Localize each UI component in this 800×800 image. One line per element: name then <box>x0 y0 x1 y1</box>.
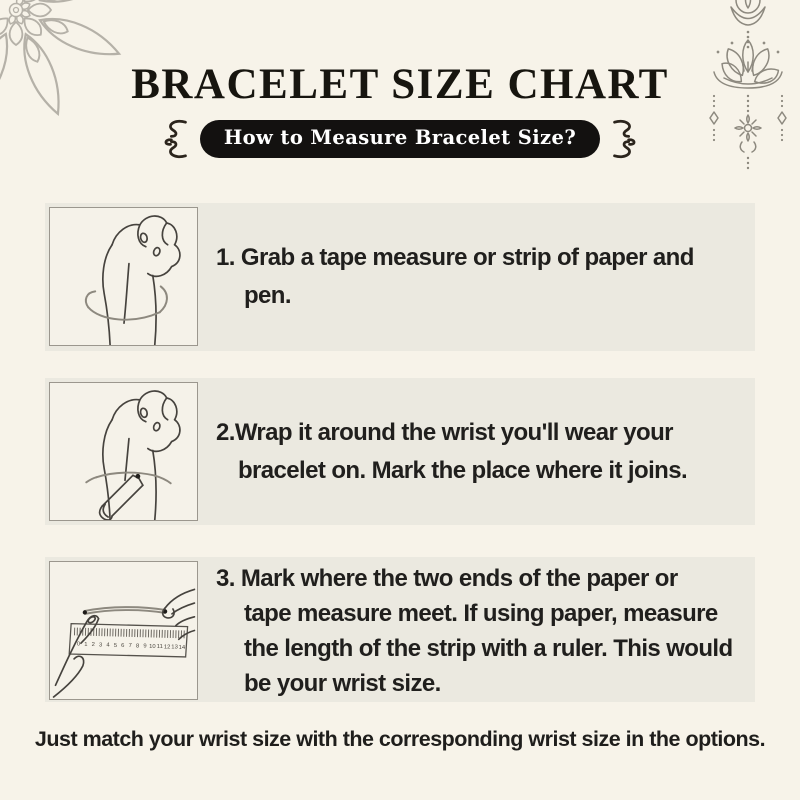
step-3-line-2: tape measure meet. If using paper, measure <box>244 600 718 627</box>
step-1-illustration <box>49 207 198 346</box>
step-3-illustration <box>49 561 198 700</box>
step-3-line-4: be your wrist size. <box>244 670 441 697</box>
tape-around-wrist <box>86 473 170 484</box>
ruler-number: 13 <box>171 644 178 651</box>
ruler-number: 11 <box>156 644 163 651</box>
hand-with-tape-loop-icon <box>50 208 197 345</box>
ruler-number: 5 <box>113 642 118 649</box>
ruler-number: 14 <box>178 644 186 651</box>
step-1-line-2: pen. <box>244 282 291 309</box>
step-3-line-1: 3. Mark where the two ends of the paper or <box>216 565 678 592</box>
step-2-text <box>216 378 687 525</box>
ruler-number: 6 <box>121 643 125 650</box>
ruler-number: 1 <box>84 641 88 648</box>
paper-strip <box>85 607 165 614</box>
hands-measuring-strip-with-ruler-icon <box>50 562 197 699</box>
step-1-text <box>216 203 694 351</box>
ruler-number: 10 <box>149 643 156 650</box>
ruler <box>69 624 187 657</box>
step-3-text <box>216 557 733 706</box>
flourish-bracket-right-icon <box>611 116 641 162</box>
ruler-number: 4 <box>106 642 110 649</box>
ruler-number: 3 <box>99 642 103 649</box>
ruler-number: 12 <box>163 644 171 651</box>
ruler-number: 9 <box>143 643 147 650</box>
pen-tip-mark <box>136 474 141 479</box>
step-2-line-2: bracelet on. Mark the place where it joins. <box>238 456 688 484</box>
subtitle-badge: How to Measure Bracelet Size? <box>200 120 600 157</box>
step-3-row <box>45 557 755 702</box>
step-2-line-1: 2.Wrap it around the wrist you'll wear your <box>216 418 673 446</box>
ruler-number: 7 <box>128 643 132 650</box>
footer-note: Just match your wrist size with the corresponding wrist size in the options. <box>34 727 766 751</box>
page-title: BRACELET SIZE CHART <box>131 61 669 108</box>
hand-marking-wrist-with-pen-icon <box>50 383 197 520</box>
step-1-line-1: 1. Grab a tape measure or strip of paper and <box>216 244 694 271</box>
ruler-number: 2 <box>91 642 95 649</box>
step-3-line-3: the length of the strip with a ruler. This would <box>244 635 733 662</box>
step-2-row <box>45 378 755 525</box>
flourish-bracket-left-icon <box>159 116 189 162</box>
ruler-number: 0 <box>76 641 81 648</box>
ruler-number: 8 <box>135 643 140 650</box>
step-1-row <box>45 203 755 351</box>
subtitle-row <box>0 116 800 162</box>
step-2-illustration <box>49 382 198 521</box>
